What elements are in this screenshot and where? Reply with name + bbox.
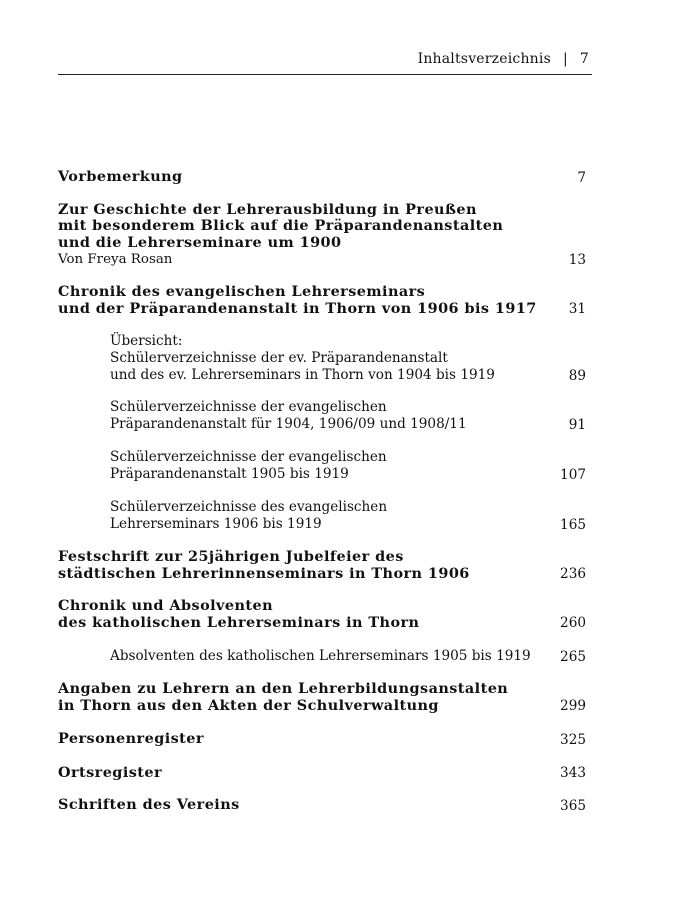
toc-entry-title: Präparandenanstalt 1905 bis 1919 bbox=[110, 466, 349, 482]
toc-entry-vorbemerkung[interactable] bbox=[58, 169, 586, 186]
toc-subentry-praeparandenanstalt-1905[interactable] bbox=[110, 449, 586, 483]
running-header-title: Inhaltsverzeichnis bbox=[417, 51, 551, 67]
toc-entry-title: Schülerverzeichnisse der evangelischen bbox=[110, 399, 387, 415]
toc-entry-title: des katholischen Lehrerseminars in Thorn bbox=[58, 613, 420, 631]
toc-entry-page: 365 bbox=[560, 797, 586, 814]
toc-subentry-absolventen-katholisch[interactable] bbox=[110, 648, 586, 665]
toc-entry-page: 236 bbox=[560, 566, 586, 582]
toc-entry-title: städtischen Lehrerinnenseminars in Thorn 1906 bbox=[58, 564, 470, 582]
toc-entry-chronik-evangelisch[interactable] bbox=[58, 284, 586, 317]
toc-entry-page: 299 bbox=[560, 698, 586, 714]
toc-entry-angaben-lehrern[interactable] bbox=[58, 681, 586, 714]
toc-entry-title: Schriften des Vereins bbox=[58, 796, 240, 813]
toc-subentry-lehrerseminar-1906[interactable] bbox=[110, 499, 586, 533]
toc-subentry-praeparandenanstalt-1904[interactable] bbox=[110, 399, 586, 433]
toc-entry-title: Übersicht: bbox=[110, 333, 183, 349]
toc-entry-page: 165 bbox=[560, 517, 586, 533]
toc-entry-title: Schülerverzeichnisse der ev. Präparandenanstalt bbox=[110, 350, 448, 366]
toc-entry-page: 31 bbox=[568, 301, 586, 317]
running-header bbox=[418, 51, 589, 67]
toc-entry-schriften-vereins[interactable] bbox=[58, 797, 586, 814]
toc-entry-title: Chronik und Absolventen bbox=[58, 597, 273, 614]
toc-entry-page: 107 bbox=[560, 467, 586, 483]
toc-subentry-uebersicht[interactable] bbox=[110, 333, 586, 384]
toc-entry-title: Vorbemerkung bbox=[58, 168, 183, 185]
toc-entry-title: und der Präparandenanstalt in Thorn von 1906 bis 1917 bbox=[58, 299, 537, 317]
toc-entry-page: 265 bbox=[560, 649, 586, 665]
header-rule bbox=[58, 74, 592, 75]
toc-entry-page: 343 bbox=[560, 765, 586, 781]
toc-entry-title: mit besonderem Blick auf die Präparandenanstalten bbox=[58, 217, 504, 234]
toc-entry-title: Präparandenanstalt für 1904, 1906/09 und 1908/11 bbox=[110, 416, 467, 432]
toc-entry-page: 13 bbox=[568, 252, 586, 268]
toc-entry-title: Zur Geschichte der Lehrerausbildung in Preußen bbox=[58, 200, 477, 218]
toc-entry-page: 7 bbox=[577, 169, 586, 186]
toc-entry-personenregister[interactable] bbox=[58, 731, 586, 748]
toc-entry-festschrift[interactable] bbox=[58, 549, 586, 582]
toc-entry-title: Ortsregister bbox=[58, 763, 163, 781]
toc-entry-title: Lehrerseminars 1906 bis 1919 bbox=[110, 516, 322, 532]
toc-entry-title: Festschrift zur 25jährigen Jubelfeier des bbox=[58, 548, 404, 565]
table-of-contents bbox=[58, 166, 586, 814]
toc-entry-title: und die Lehrerseminare um 1900 bbox=[58, 233, 342, 251]
toc-entry-author: Von Freya Rosan bbox=[58, 252, 173, 267]
running-header-page-number: 7 bbox=[579, 51, 589, 67]
toc-entry-ortsregister[interactable] bbox=[58, 765, 586, 782]
toc-entry-geschichte-lehrerausbildung[interactable] bbox=[58, 202, 586, 269]
toc-entry-title: in Thorn aus den Akten der Schulverwaltung bbox=[58, 696, 439, 714]
toc-entry-title: Schülerverzeichnisse der evangelischen bbox=[110, 449, 387, 465]
toc-entry-page: 325 bbox=[560, 731, 586, 748]
toc-entry-title: Personenregister bbox=[58, 730, 204, 747]
toc-entry-title: Absolventen des katholischen Lehrerseminars 1905 bis 1919 bbox=[110, 648, 531, 664]
toc-entry-title: und des ev. Lehrerseminars in Thorn von 1904 bis 1919 bbox=[110, 367, 495, 383]
toc-entry-page: 260 bbox=[560, 615, 586, 631]
toc-entry-title: Schülerverzeichnisse des evangelischen bbox=[110, 499, 388, 515]
toc-entry-title: Angaben zu Lehrern an den Lehrerbildungsanstalten bbox=[58, 680, 509, 697]
toc-entry-chronik-katholisch[interactable] bbox=[58, 598, 586, 631]
toc-entry-page: 91 bbox=[568, 417, 586, 433]
toc-entry-title: Chronik des evangelischen Lehrerseminars bbox=[58, 283, 426, 300]
running-header-separator: | bbox=[562, 51, 568, 67]
toc-entry-page: 89 bbox=[568, 368, 586, 384]
